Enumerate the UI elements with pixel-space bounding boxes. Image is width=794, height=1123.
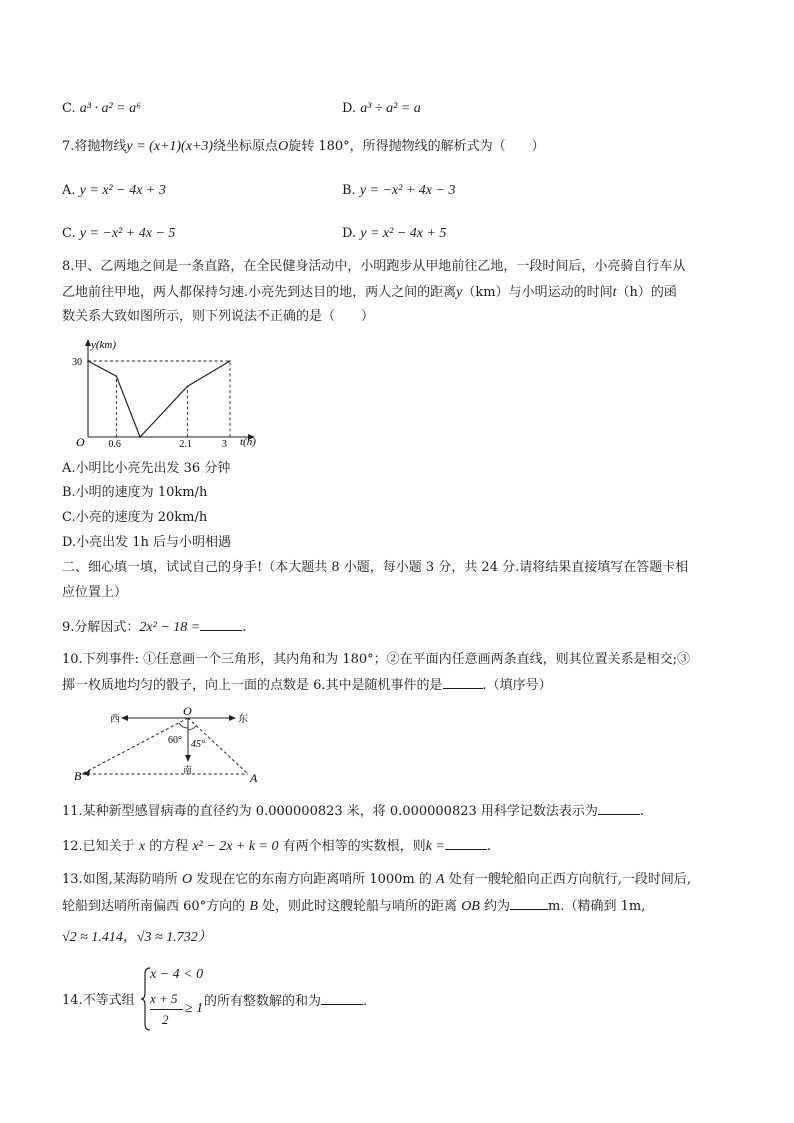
angle-45-label: 45° (191, 739, 205, 750)
q12-answer-blank[interactable] (445, 837, 487, 850)
q12-math: x² − 2x + k = 0 (192, 839, 279, 854)
q14-stem: 14.不等式组 (62, 993, 135, 1008)
q14-tail (204, 992, 367, 1011)
q6-option-c-math: a³ · a² = a⁶ (79, 101, 141, 116)
east-label: 东 (238, 714, 248, 725)
q12-stem-a: 12.已知关于 (62, 839, 135, 854)
q8-option-d: D.小亮出发 1h 后与小明相遇 (62, 535, 232, 550)
q13-var-o: O (181, 872, 193, 887)
q7-stem (62, 138, 545, 156)
q14-fraction-bar (150, 1009, 183, 1010)
origin-label: O (76, 435, 85, 449)
q7-option-b (342, 182, 455, 200)
q8-stem-line2-c: （h）的函 (616, 285, 677, 300)
south-label: 南 (183, 765, 193, 775)
q13-line2-b: 处，则此时这艘轮船与哨所的距离 (262, 899, 458, 914)
direction-figure (70, 704, 270, 790)
line-ob (82, 718, 188, 774)
q13-answer-blank[interactable] (510, 897, 548, 910)
q6-option-d-math: a³ ÷ a² = a (360, 101, 421, 116)
y-tick-label: 30 (72, 357, 82, 368)
data-point (187, 386, 189, 388)
x-tick-label: 2.1 (179, 439, 192, 450)
q6-option-c (62, 100, 141, 118)
q12-var-x: x (138, 839, 146, 854)
west-arrow (121, 715, 128, 721)
q12-tail: . (486, 839, 491, 854)
q7-stem-part-c: 旋转 180°，所得抛物线的解析式为（ ） (288, 139, 545, 154)
q8-stem-line2-a: 乙地前往甲地，两人都保持匀速.小亮先到达目的地，两人之间的距离 (62, 285, 457, 300)
q12 (62, 837, 491, 856)
section2-heading-line1: 二、细心填一填，试试自己的身手!（本大题共 8 小题，每小题 3 分，共 24 分.请将结果直接填写在答题卡相 (62, 560, 689, 575)
q6-option-c-label: C. (62, 101, 76, 116)
east-arrow (229, 715, 236, 721)
q7-option-b-math: y = −x² + 4x − 3 (359, 183, 456, 198)
q13-line1-a: 13.如图,某海防哨所 (62, 872, 178, 887)
distance-series-line (88, 361, 230, 437)
section2-heading-line2: 应位置上） (62, 585, 128, 600)
point-o-label: O (183, 704, 192, 718)
q13-line1 (62, 871, 691, 889)
point-b-label: B (74, 769, 82, 783)
angle-60-arc (179, 723, 188, 728)
data-point (87, 360, 89, 362)
q10-line2-b: .（填序号） (482, 678, 552, 693)
q7-option-a-label: A. (62, 183, 76, 198)
q7-option-a (62, 182, 166, 200)
q11-stem: 11.某种新型感冒病毒的直径约为 0.000000823 米，将 0.000000823 用科学记数法表示为 (62, 804, 598, 819)
q14-answer-blank[interactable] (321, 992, 363, 1005)
q7-stem-part-b: 绕坐标原点 (213, 139, 279, 154)
q7-option-d-math: y = x² − 4x + 5 (360, 226, 447, 241)
q11 (62, 802, 644, 821)
q6-option-d (342, 100, 421, 118)
q8-var-y: y (456, 285, 463, 300)
q13-line2-d: m.（精确到 1m, (548, 899, 646, 914)
q7-stem-part-a: 7.将抛物线 (62, 139, 127, 154)
q8-option-c: C.小亮的速度为 20km/h (62, 510, 208, 525)
q10-line2-a: 掷一枚质地均匀的骰子，向上一面的点数是 6.其中是随机事件的是 (62, 678, 443, 693)
q12-stem-b: 的方程 (149, 839, 189, 854)
q13-line2-c: 约为 (484, 899, 511, 914)
q8-chart-marks (72, 357, 231, 450)
q10-answer-blank[interactable] (443, 676, 483, 689)
q8-chart-axes (85, 339, 255, 440)
point-a-label: A (250, 771, 258, 785)
data-point (116, 375, 118, 377)
y-axis-label: y(km) (91, 339, 117, 351)
q7-option-c-math: y = −x² + 4x − 5 (79, 226, 176, 241)
q14-ineq1: x − 4 < 0 (150, 967, 204, 982)
q14-tail-b: . (363, 994, 368, 1009)
q7-option-b-label: B. (342, 183, 356, 198)
q8-stem-line2-b: （km）与小明运动的时间 (462, 285, 613, 300)
x-tick-label: 3 (222, 439, 227, 450)
x-axis-label: t(h) (240, 436, 256, 448)
x-tick-label: 0.6 (108, 439, 121, 450)
q7-option-c-label: C. (62, 226, 76, 241)
west-label: 西 (110, 714, 120, 725)
q7-option-a-math: y = x² − 4x + 3 (79, 183, 166, 198)
q8-distance-time-chart (70, 338, 260, 450)
q7-stem-origin: O (278, 139, 289, 154)
data-point (139, 436, 141, 438)
q7-option-d-label: D. (342, 226, 357, 241)
q7-option-c (62, 225, 175, 243)
q8-stem-line1: 8.甲、乙两地之间是一条直路，在全民健身活动中，小明跑步从甲地前往乙地，一段时间后，小亮骑自行车从 (62, 259, 686, 274)
q9-answer-blank[interactable] (200, 618, 242, 631)
q11-answer-blank[interactable] (598, 802, 640, 815)
q14-tail-a: 的所有整数解的和为 (204, 994, 322, 1009)
south-arrow (185, 755, 191, 762)
q10-line1: 10.下列事件: ①任意画一个三角形，其内角和为 180°；②在平面内任意画两条直线，则其位置关系是相交;③ (62, 652, 691, 667)
angle-60-label: 60° (168, 735, 182, 746)
q12-var-k: k = (425, 839, 445, 854)
q13-var-b: B (249, 899, 258, 914)
q13-line3: √2 ≈ 1.414，√3 ≈ 1.732） (62, 930, 212, 945)
q8-option-b: B.小明的速度为 10km/h (62, 485, 208, 500)
q14-inequality-system (140, 966, 210, 1032)
q13-line2 (62, 897, 645, 916)
q14-ineq2-relation: ≥ 1 (185, 1001, 204, 1016)
q12-stem-c: 有两个相等的实数根，则 (282, 839, 426, 854)
q7-option-d (342, 225, 446, 243)
q13-var-ob: OB (461, 899, 480, 914)
q10-line2 (62, 676, 552, 695)
q14-ineq2-denominator: 2 (162, 1012, 169, 1027)
q8-stem-line2 (62, 284, 677, 302)
q9-tail: . (242, 620, 247, 635)
q9-stem: 9.分解因式： (62, 620, 140, 635)
q9-math: 2x² − 18 = (139, 620, 201, 635)
q9 (62, 618, 246, 637)
q14-ineq2-numerator: x + 5 (150, 991, 178, 1006)
q13-line2-a: 轮船到达哨所南偏西 60°方向的 (62, 899, 246, 914)
angle-45-arc (188, 726, 196, 730)
q13-line1-c: 处有一艘轮船向正西方向航行,一段时间后, (448, 872, 692, 887)
q11-tail: . (639, 804, 645, 819)
q6-option-d-label: D. (342, 101, 357, 116)
data-point (229, 360, 231, 362)
q8-stem-line3: 数关系大致如图所示，则下列说法不正确的是（ ） (62, 309, 375, 324)
q8-option-a: A.小明比小亮先出发 36 分钟 (62, 461, 231, 476)
q8-var-t: t (612, 285, 617, 300)
q13-var-a: A (436, 872, 445, 887)
q7-stem-math: y = (x+1)(x+3) (126, 139, 214, 154)
q13-line1-b: 发现在它的东南方向距离哨所 1000m 的 (196, 872, 432, 887)
